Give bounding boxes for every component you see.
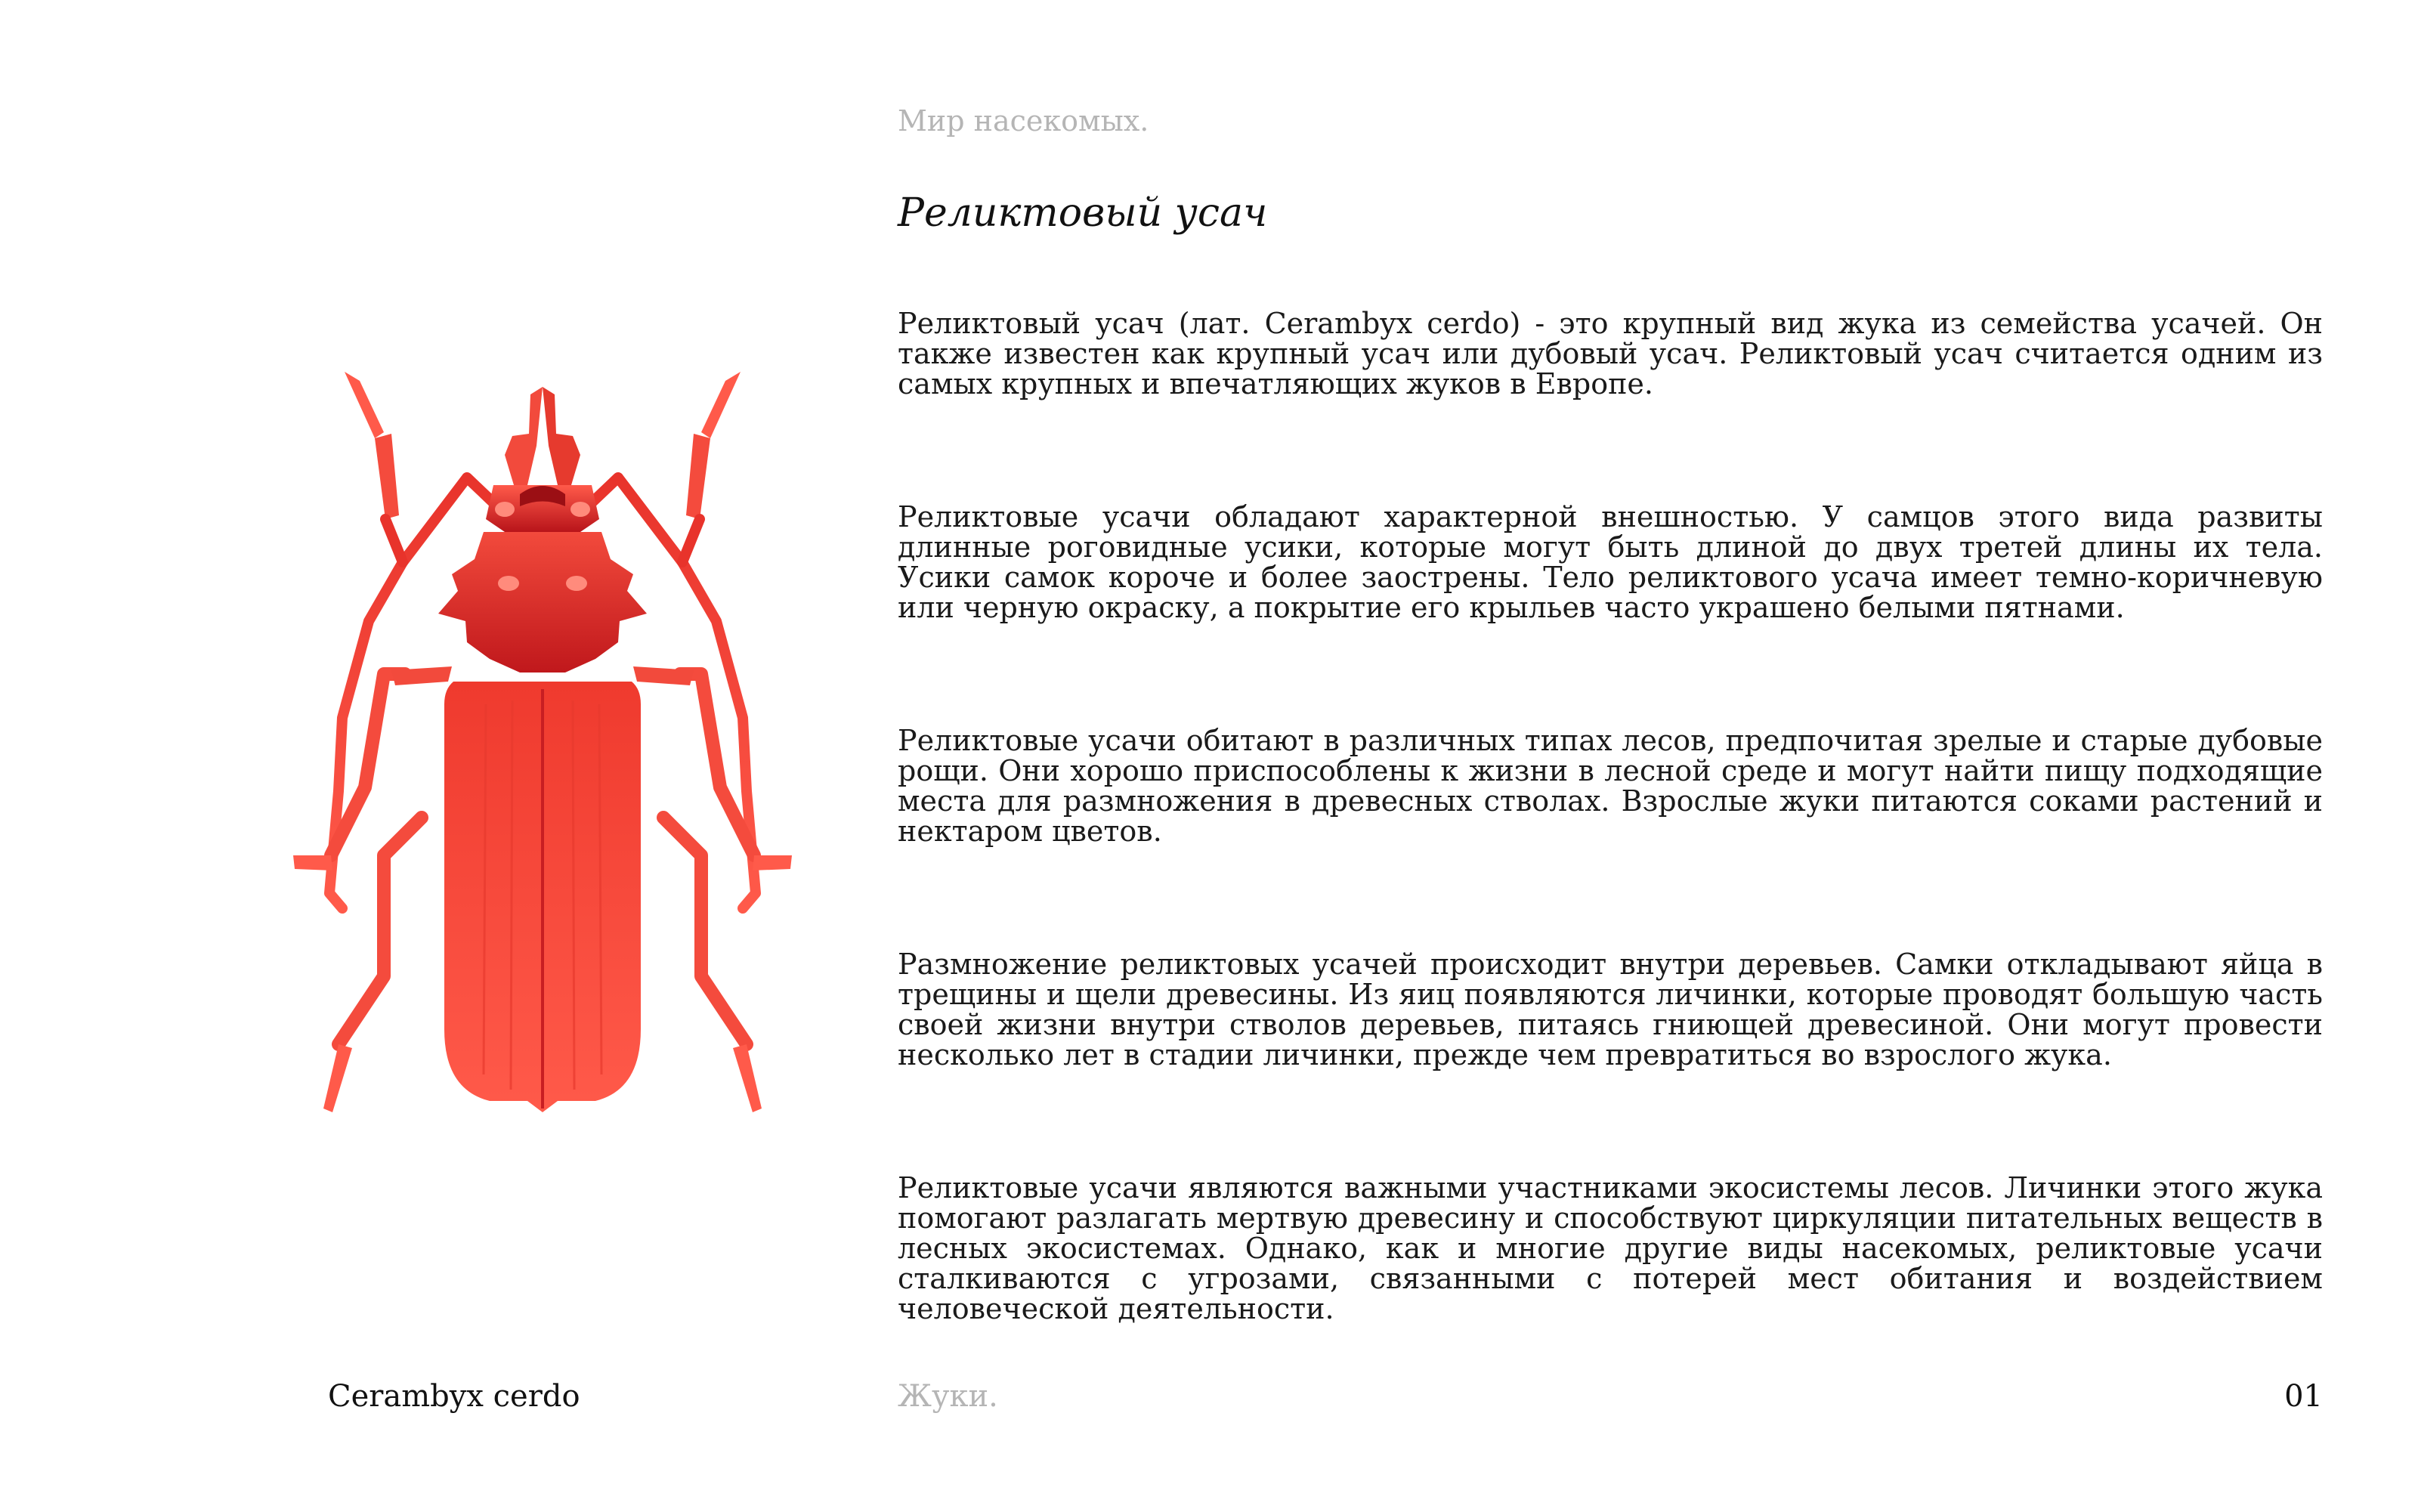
series-label: Мир насекомых. bbox=[898, 104, 1149, 138]
article-paragraph: Размножение реликтовых усачей происходит внутри деревьев. Самки откладывают яйца в трещины и щели древесины. Из яиц появляются личинки, которые проводят большую часть своей жизни внутри стволов деревьев, питаясь гниющей древесиной. Они могут провести несколько лет в стадии личинки, прежде чем превратиться во взрослого жука. bbox=[898, 948, 2323, 1071]
article-paragraph: Реликтовые усачи обладают характерной внешностью. У самцов этого вида развиты длинные роговидные усики, которые могут быть длиной до двух третей длины их тела. Усики самок короче и более заострены. Тело реликтового усача имеет темно-коричневую или черную окраску, а покрытие его крыльев часто украшено белыми пятнами. bbox=[898, 500, 2323, 624]
article-paragraph: Реликтовые усачи обитают в различных типах лесов, предпочитая зрелые и старые дубовые рощи. Они хорошо приспособлены к жизни в лесной среде и могут найти пищу подходящие места для размножения в древесных стволах. Взрослые жуки питаются соками растений и нектаром цветов. bbox=[898, 724, 2323, 848]
article-title: Реликтовый усач bbox=[898, 190, 1268, 236]
article-body bbox=[898, 308, 2323, 1427]
article-paragraph: Реликтовые усачи являются важными участниками экосистемы лесов. Личинки этого жука помогают разлагать мертвую древесину и способствуют циркуляции питательных веществ в лесных экосистемах. Однако, как и многие другие виды насекомых, реликтовые усачи сталкиваются с угрозами, связанными с потерей мест обитания и воздействием человеческой деятельности. bbox=[898, 1171, 2323, 1325]
article-paragraph: Реликтовый усач (лат. Cerambyx cerdo) - это крупный вид жука из семейства усачей. Он также известен как крупный усач или дубовый усач. Реликтовый усач считается одним из самых крупных и впечатляющих жуков в Европе. bbox=[898, 307, 2323, 400]
longhorn-beetle-icon bbox=[278, 364, 807, 1120]
footer-species-name: Cerambyx cerdo bbox=[328, 1379, 580, 1414]
footer-section-label: Жуки. bbox=[898, 1379, 998, 1414]
page-number: 01 bbox=[2284, 1379, 2323, 1414]
